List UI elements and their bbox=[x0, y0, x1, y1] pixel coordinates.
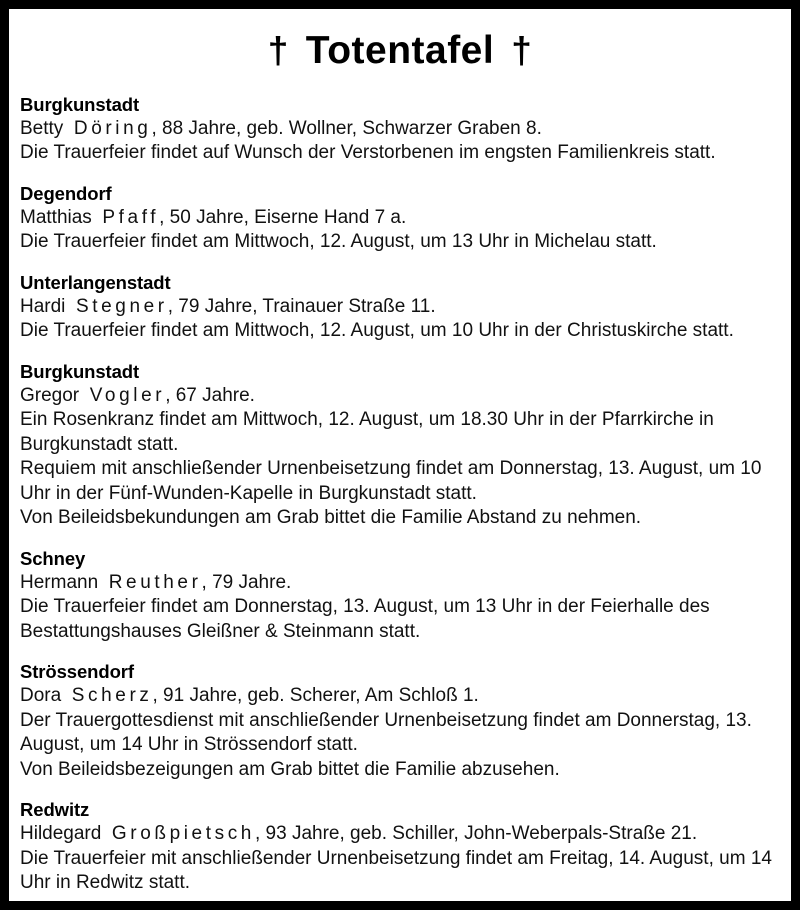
entry-person-line bbox=[20, 684, 780, 709]
entry-person-line bbox=[20, 822, 780, 847]
entry-person-details: , 88 Jahre, geb. Wollner, Schwarzer Graben 8. bbox=[151, 117, 542, 139]
entry-person-details: , 79 Jahre. bbox=[201, 571, 292, 593]
entry-detail-line: Ein Rosenkranz findet am Mittwoch, 12. August, um 18.30 Uhr in der Pfarrkirche in Burgkunstadt statt. bbox=[20, 409, 714, 455]
entry-place-heading: Redwitz bbox=[20, 799, 90, 821]
entry-first-name: Dora bbox=[20, 685, 62, 707]
entry-surname: Döring bbox=[73, 117, 152, 139]
entry-detail-line: Die Trauerfeier findet am Mittwoch, 12. August, um 10 Uhr in der Christuskirche statt. bbox=[20, 320, 734, 342]
entry-place-heading: Degendorf bbox=[20, 182, 112, 204]
entry-first-name: Hardi bbox=[20, 295, 66, 317]
entry-first-name: Betty bbox=[20, 117, 64, 139]
entry-person-line bbox=[20, 384, 780, 409]
obituary-entry-list bbox=[20, 93, 780, 896]
cross-dagger-icon-right: † bbox=[511, 30, 533, 71]
obituary-entry bbox=[20, 182, 780, 255]
entry-person-line bbox=[20, 206, 780, 231]
obituary-entry bbox=[20, 93, 780, 166]
entry-detail-line: Die Trauerfeier findet am Donnerstag, 13. August, um 13 Uhr in der Feierhalle des Bestattungshauses Gleißner & Steinmann statt. bbox=[20, 596, 710, 642]
entry-detail-line: Requiem mit anschließender Urnenbeisetzung findet am Donnerstag, 13. August, um 10 Uhr in der Fünf-Wunden-Kapelle in Burgkunstadt statt. bbox=[20, 458, 762, 504]
entry-surname: Scherz bbox=[71, 685, 153, 707]
entry-person-line bbox=[20, 117, 780, 142]
entry-surname: Stegner bbox=[75, 295, 168, 317]
entry-surname: Pfaff bbox=[102, 206, 160, 228]
entry-detail-line: Die Trauerfeier findet am Mittwoch, 12. August, um 13 Uhr in Michelau statt. bbox=[20, 231, 657, 253]
entry-person-details: , 91 Jahre, geb. Scherer, Am Schloß 1. bbox=[152, 685, 479, 707]
obituary-entry bbox=[20, 360, 780, 531]
entry-person-line bbox=[20, 571, 780, 596]
entry-place-heading: Burgkunstadt bbox=[20, 360, 140, 382]
entry-first-name: Matthias bbox=[20, 206, 92, 228]
entry-detail-line: Die Trauerfeier findet auf Wunsch der Verstorbenen im engsten Familienkreis statt. bbox=[20, 142, 716, 164]
page-title-text: Totentafel bbox=[305, 29, 495, 72]
entry-first-name: Hermann bbox=[20, 571, 99, 593]
entry-person-details: , 50 Jahre, Eiserne Hand 7 a. bbox=[159, 206, 407, 228]
entry-detail-line: Von Beileidsbezeigungen am Grab bittet die Familie abzusehen. bbox=[20, 758, 560, 780]
obituary-entry bbox=[20, 798, 780, 896]
page-title bbox=[20, 31, 780, 72]
entry-place-heading: Unterlangenstadt bbox=[20, 271, 171, 293]
obituary-entry bbox=[20, 660, 780, 782]
cross-dagger-icon-left: † bbox=[267, 30, 289, 71]
entry-person-details: , 79 Jahre, Trainauer Straße 11. bbox=[167, 295, 436, 317]
entry-person-details: , 93 Jahre, geb. Schiller, John-Weberpals-Straße 21. bbox=[254, 823, 698, 845]
obituary-entry bbox=[20, 547, 780, 645]
entry-place-heading: Burgkunstadt bbox=[20, 93, 140, 115]
entry-first-name: Hildegard bbox=[20, 823, 102, 845]
obituary-notice-sheet bbox=[9, 9, 791, 901]
entry-first-name: Gregor bbox=[20, 384, 80, 406]
obituary-entry bbox=[20, 271, 780, 344]
entry-surname: Großpietsch bbox=[111, 823, 255, 845]
entry-detail-line: Der Trauergottesdienst mit anschließender Urnenbeisetzung findet am Donnerstag, 13. August, um 14 Uhr in Strössendorf statt. bbox=[20, 709, 752, 756]
entry-person-details: , 67 Jahre. bbox=[165, 384, 255, 406]
entry-person-line bbox=[20, 295, 780, 320]
entry-detail-line: Die Trauerfeier mit anschließender Urnenbeisetzung findet am Freitag, 14. August, um 14 Uhr in Redwitz statt. bbox=[20, 847, 772, 894]
entry-detail-line: Von Beileidsbekundungen am Grab bittet die Familie Abstand zu nehmen. bbox=[20, 507, 642, 529]
entry-surname: Vogler bbox=[89, 384, 166, 406]
entry-place-heading: Strössendorf bbox=[20, 661, 134, 683]
entry-place-heading: Schney bbox=[20, 547, 86, 569]
entry-surname: Reuther bbox=[108, 571, 202, 593]
